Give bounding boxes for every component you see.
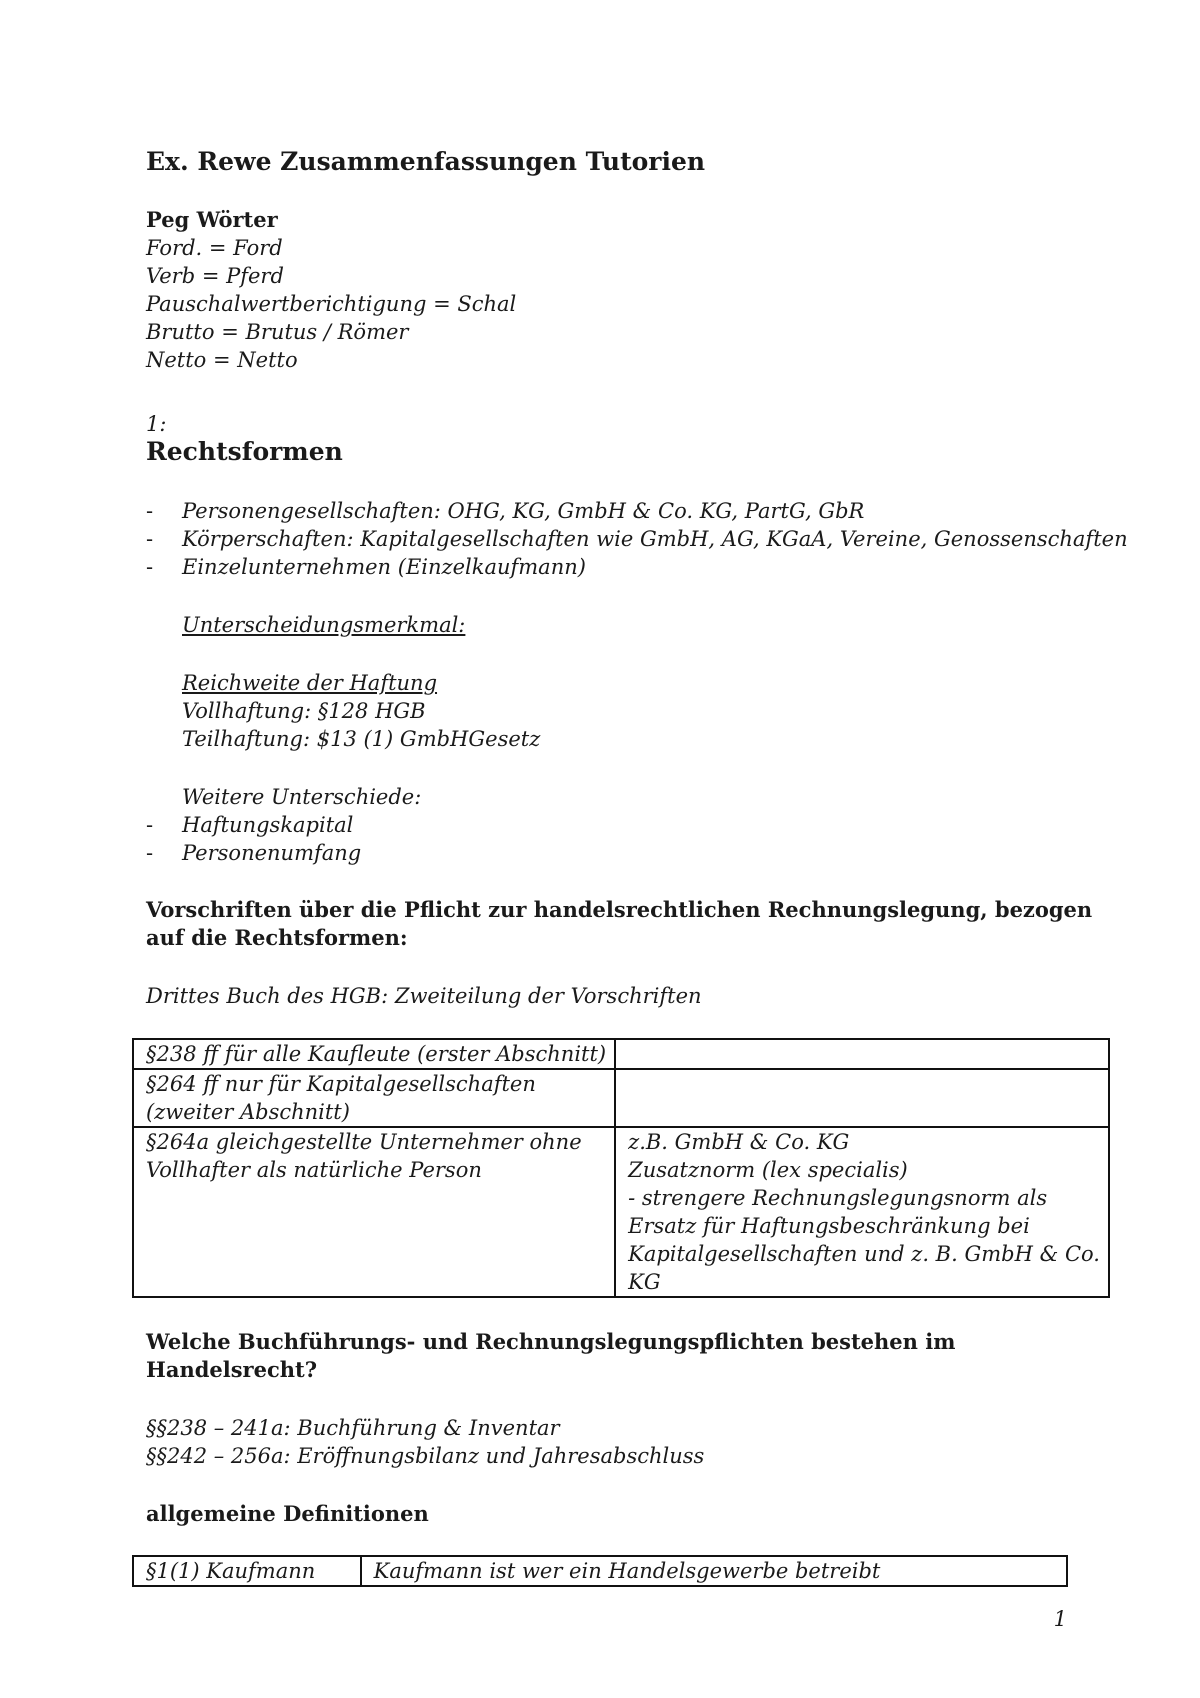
table-cell: §264 ff nur für Kapitalgesellschaften (zweiter Abschnitt) bbox=[133, 1069, 615, 1127]
peg-line: Pauschalwertberichtigung = Schal bbox=[146, 292, 517, 316]
table-row bbox=[133, 1069, 1109, 1127]
table-cell: Kaufmann ist wer ein Handelsgewerbe betreibt bbox=[361, 1556, 1067, 1586]
peg-line: Brutto = Brutus / Römer bbox=[146, 320, 409, 344]
pflichten-heading: Handelsrecht? bbox=[146, 1357, 318, 1382]
table-row bbox=[133, 1039, 1109, 1069]
bullet-item: Haftungskapital bbox=[182, 813, 354, 837]
teilhaftung-line: Teilhaftung: $13 (1) GmbHGesetz bbox=[182, 727, 541, 751]
bullet-dash: - bbox=[146, 813, 154, 837]
table-cell bbox=[615, 1039, 1109, 1069]
bullet-dash: - bbox=[146, 499, 154, 523]
vollhaftung-line: Vollhaftung: §128 HGB bbox=[182, 699, 426, 723]
document-title: Ex. Rewe Zusammenfassungen Tutorien bbox=[146, 147, 706, 176]
table-row bbox=[133, 1556, 1067, 1586]
definitionen-heading: allgemeine Definitionen bbox=[146, 1501, 429, 1526]
vorschriften-table bbox=[132, 1038, 1110, 1298]
reichweite-label: Reichweite der Haftung bbox=[182, 671, 438, 695]
definitionen-table bbox=[132, 1555, 1068, 1587]
bullet-dash: - bbox=[146, 555, 154, 579]
pflichten-heading: Welche Buchführungs- und Rechnungslegungspflichten bestehen im bbox=[146, 1329, 956, 1354]
vorschriften-heading: auf die Rechtsformen: bbox=[146, 925, 408, 950]
bullet-item: Einzelunternehmen (Einzelkaufmann) bbox=[182, 555, 586, 579]
weitere-label: Weitere Unterschiede: bbox=[182, 785, 422, 809]
table-cell: §264a gleichgestellte Unternehmer ohne Vollhafter als natürliche Person bbox=[133, 1127, 615, 1297]
bullet-dash: - bbox=[146, 841, 154, 865]
section-heading: Rechtsformen bbox=[146, 437, 343, 466]
pflichten-line: §§238 – 241a: Buchführung & Inventar bbox=[146, 1416, 560, 1440]
peg-line: Verb = Pferd bbox=[146, 264, 284, 288]
table-cell: §1(1) Kaufmann bbox=[133, 1556, 361, 1586]
pflichten-line: §§242 – 256a: Eröffnungsbilanz und Jahresabschluss bbox=[146, 1444, 705, 1468]
table-cell: §238 ff für alle Kaufleute (erster Abschnitt) bbox=[133, 1039, 615, 1069]
vorschriften-subtitle: Drittes Buch des HGB: Zweiteilung der Vorschriften bbox=[146, 984, 702, 1008]
table-cell: z.B. GmbH & Co. KG Zusatznorm (lex specialis) - strengere Rechnungslegungsnorm als Ersatz für Haftungsbeschränkung bei Kapitalgesellschaften und z. B. GmbH & Co. KG bbox=[615, 1127, 1109, 1297]
merkmal-label: Unterscheidungsmerkmal: bbox=[182, 613, 466, 637]
bullet-item: Personenumfang bbox=[182, 841, 362, 865]
table-row bbox=[133, 1127, 1109, 1297]
table-cell bbox=[615, 1069, 1109, 1127]
vorschriften-heading: Vorschriften über die Pflicht zur handelsrechtlichen Rechnungslegung, bezogen bbox=[146, 897, 1093, 922]
bullet-item: Personengesellschaften: OHG, KG, GmbH & Co. KG, PartG, GbR bbox=[182, 499, 865, 523]
peg-heading: Peg Wörter bbox=[146, 207, 278, 232]
peg-line: Netto = Netto bbox=[146, 348, 298, 372]
page-number: 1 bbox=[1053, 1607, 1067, 1631]
bullet-dash: - bbox=[146, 527, 154, 551]
peg-line: Ford. = Ford bbox=[146, 236, 283, 260]
section-number: 1: bbox=[146, 412, 167, 436]
bullet-item: Körperschaften: Kapitalgesellschaften wie GmbH, AG, KGaA, Vereine, Genossenschaften bbox=[182, 527, 1128, 551]
